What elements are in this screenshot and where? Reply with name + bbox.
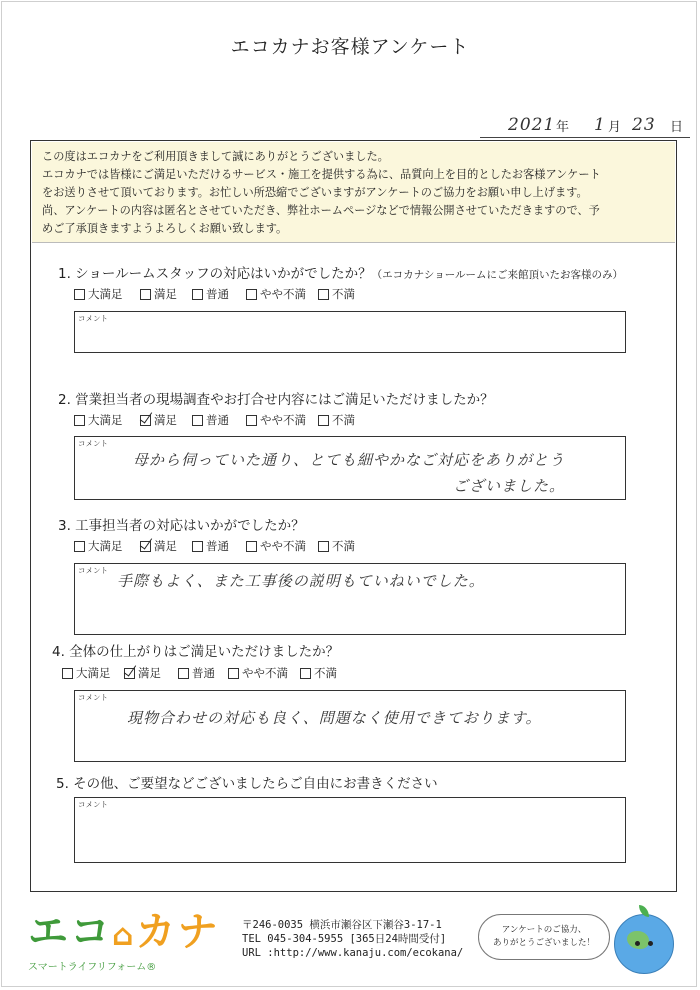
question-4-text: 4. 全体の仕上がりはご満足いただけましたか？ [52, 644, 340, 660]
comment-label: コメント [78, 439, 108, 448]
q3-option-satisfied[interactable] [140, 538, 177, 554]
option-label: 不満 [332, 287, 355, 301]
earth-mascot-icon [614, 914, 674, 974]
q2-option-very-satisfied[interactable] [74, 412, 123, 428]
checkbox[interactable] [318, 415, 329, 426]
address: 〒246-0035 横浜市瀬谷区下瀬谷3-17-1 [242, 919, 442, 931]
option-label: 普通 [206, 413, 229, 427]
house-icon: ⌂ [112, 918, 136, 953]
date-month: 1 [594, 115, 606, 135]
logo-text-right: カナ [135, 909, 220, 955]
option-label: やや不満 [260, 413, 306, 427]
checkbox[interactable] [192, 541, 203, 552]
q1-option-normal[interactable] [192, 286, 229, 302]
q4-option-somewhat-dissatisfied[interactable] [228, 665, 288, 681]
checkbox[interactable] [246, 289, 257, 300]
option-label: 満足 [154, 539, 177, 553]
q4-option-satisfied[interactable] [124, 665, 161, 681]
question-4-title [52, 640, 339, 660]
option-label: 不満 [332, 539, 355, 553]
checkbox[interactable] [140, 289, 151, 300]
footer [0, 900, 700, 990]
question-5-text: 5. その他、ご要望などございましたらご自由にお書きください [56, 776, 438, 792]
question-3-answer-line: 手際もよく、また工事後の説明もていねいでした。 [117, 572, 485, 590]
mascot-eye [635, 941, 640, 946]
date-day: 23 [632, 115, 656, 135]
question-3-text: 3. 工事担当者の対応はいかがでしたか？ [58, 518, 305, 534]
option-label: やや不満 [242, 666, 288, 680]
q3-option-dissatisfied[interactable] [318, 538, 355, 554]
question-3-comment[interactable] [74, 563, 626, 635]
page-title: エコカナお客様アンケート [230, 36, 470, 58]
question-4-comment[interactable] [74, 690, 626, 762]
tel: TEL 045-304-5955 [365日24時間受付] [242, 933, 447, 945]
date-year: 2021 [508, 115, 556, 135]
checkbox[interactable] [192, 415, 203, 426]
option-label: 満足 [154, 413, 177, 427]
logo-subtitle: スマートライフリフォーム® [28, 962, 157, 973]
question-3-title [58, 514, 305, 534]
option-label: 満足 [138, 666, 161, 680]
comment-label: コメント [78, 566, 108, 575]
intro-line: エコカナでは皆様にご満足いただけるサービス・施工を提供する為に、品質向上を目的としたお客様アンケート [42, 168, 601, 181]
option-label: 普通 [192, 666, 215, 680]
option-label: 普通 [206, 287, 229, 301]
checkbox[interactable] [246, 415, 257, 426]
logo-text-left: エコ [28, 909, 112, 955]
comment-label: コメント [78, 693, 108, 702]
question-2-comment[interactable] [74, 436, 626, 500]
question-2-answer-line: ございました。 [453, 477, 566, 495]
checkbox[interactable] [318, 541, 329, 552]
thanks-bubble [478, 914, 610, 960]
checkbox[interactable] [318, 289, 329, 300]
logo-text [28, 910, 219, 958]
option-label: やや不満 [260, 287, 306, 301]
mascot-eye [648, 941, 653, 946]
comment-label: コメント [78, 314, 108, 323]
question-1-title [58, 262, 623, 282]
q2-option-satisfied[interactable] [140, 412, 177, 428]
q1-option-dissatisfied[interactable] [318, 286, 355, 302]
option-label: 大満足 [88, 287, 123, 301]
q2-option-normal[interactable] [192, 412, 229, 428]
date-month-unit: 月 [608, 120, 622, 135]
leaf-icon [639, 905, 649, 917]
question-2-title [58, 388, 494, 408]
option-label: 満足 [154, 287, 177, 301]
question-2-text: 2. 営業担当者の現場調査やお打合せ内容にはご満足いただけましたか？ [58, 392, 494, 408]
checkbox[interactable] [74, 415, 85, 426]
option-label: 大満足 [76, 666, 111, 680]
checkbox[interactable] [178, 668, 189, 679]
q2-option-somewhat-dissatisfied[interactable] [246, 412, 306, 428]
option-label: 大満足 [88, 413, 123, 427]
checkbox[interactable] [62, 668, 73, 679]
bubble-line: ありがとうございました！ [492, 938, 595, 948]
date-day-unit: 日 [670, 120, 684, 135]
intro-box [32, 142, 675, 243]
contact-info [242, 918, 463, 960]
checkbox[interactable] [246, 541, 257, 552]
question-1-note: （エコカナショールームにご来館頂いたお客様のみ） [371, 269, 624, 281]
comment-label: コメント [78, 800, 108, 809]
q4-option-dissatisfied[interactable] [300, 665, 337, 681]
intro-line: この度はエコカナをご利用頂きまして誠にありがとうございました。 [42, 150, 389, 163]
intro-line: めご了承頂きますようよろしくお願い致します。 [42, 222, 288, 235]
intro-line: 尚、アンケートの内容は匿名とさせていただき、弊社ホームページなどで情報公開させていただきますので、予 [42, 204, 600, 217]
question-1-comment[interactable] [74, 311, 626, 353]
q2-option-dissatisfied[interactable] [318, 412, 355, 428]
question-2-answer-line: 母から伺っていた通り、とても細やかなご対応をありがとう [133, 451, 566, 469]
bubble-line: アンケートのご協力、 [501, 925, 587, 935]
checkbox-checked[interactable] [140, 541, 151, 552]
option-label: 不満 [314, 666, 337, 680]
option-label: 不満 [332, 413, 355, 427]
q4-option-normal[interactable] [178, 665, 215, 681]
checkbox[interactable] [192, 289, 203, 300]
checkbox-checked[interactable] [140, 415, 151, 426]
option-label: 普通 [206, 539, 229, 553]
checkbox[interactable] [228, 668, 239, 679]
question-4-answer-line: 現物合わせの対応も良く、問題なく使用できております。 [127, 709, 542, 727]
intro-line: をお送りさせて頂いております。お忙しい所恐縮でございますがアンケートのご協力をお願い申し上げます。 [42, 186, 588, 199]
q3-option-very-satisfied[interactable] [74, 538, 123, 554]
option-label: 大満足 [88, 539, 123, 553]
question-5-title [56, 772, 438, 792]
q3-option-somewhat-dissatisfied[interactable] [246, 538, 306, 554]
date-year-unit: 年 [556, 120, 570, 135]
checkbox[interactable] [300, 668, 311, 679]
q1-option-somewhat-dissatisfied[interactable] [246, 286, 306, 302]
q1-option-very-satisfied[interactable] [74, 286, 123, 302]
checkbox[interactable] [74, 289, 85, 300]
checkbox-checked[interactable] [124, 668, 135, 679]
q1-option-satisfied[interactable] [140, 286, 177, 302]
q3-option-normal[interactable] [192, 538, 229, 554]
q4-option-very-satisfied[interactable] [62, 665, 111, 681]
ecokana-logo [28, 910, 219, 973]
date-field[interactable] [480, 113, 690, 138]
checkbox[interactable] [74, 541, 85, 552]
url[interactable]: URL :http://www.kanaju.com/ecokana/ [242, 947, 464, 959]
option-label: やや不満 [260, 539, 306, 553]
question-5-comment[interactable] [74, 797, 626, 863]
question-1-text: 1. ショールームスタッフの対応はいかがでしたか？ [58, 266, 372, 282]
